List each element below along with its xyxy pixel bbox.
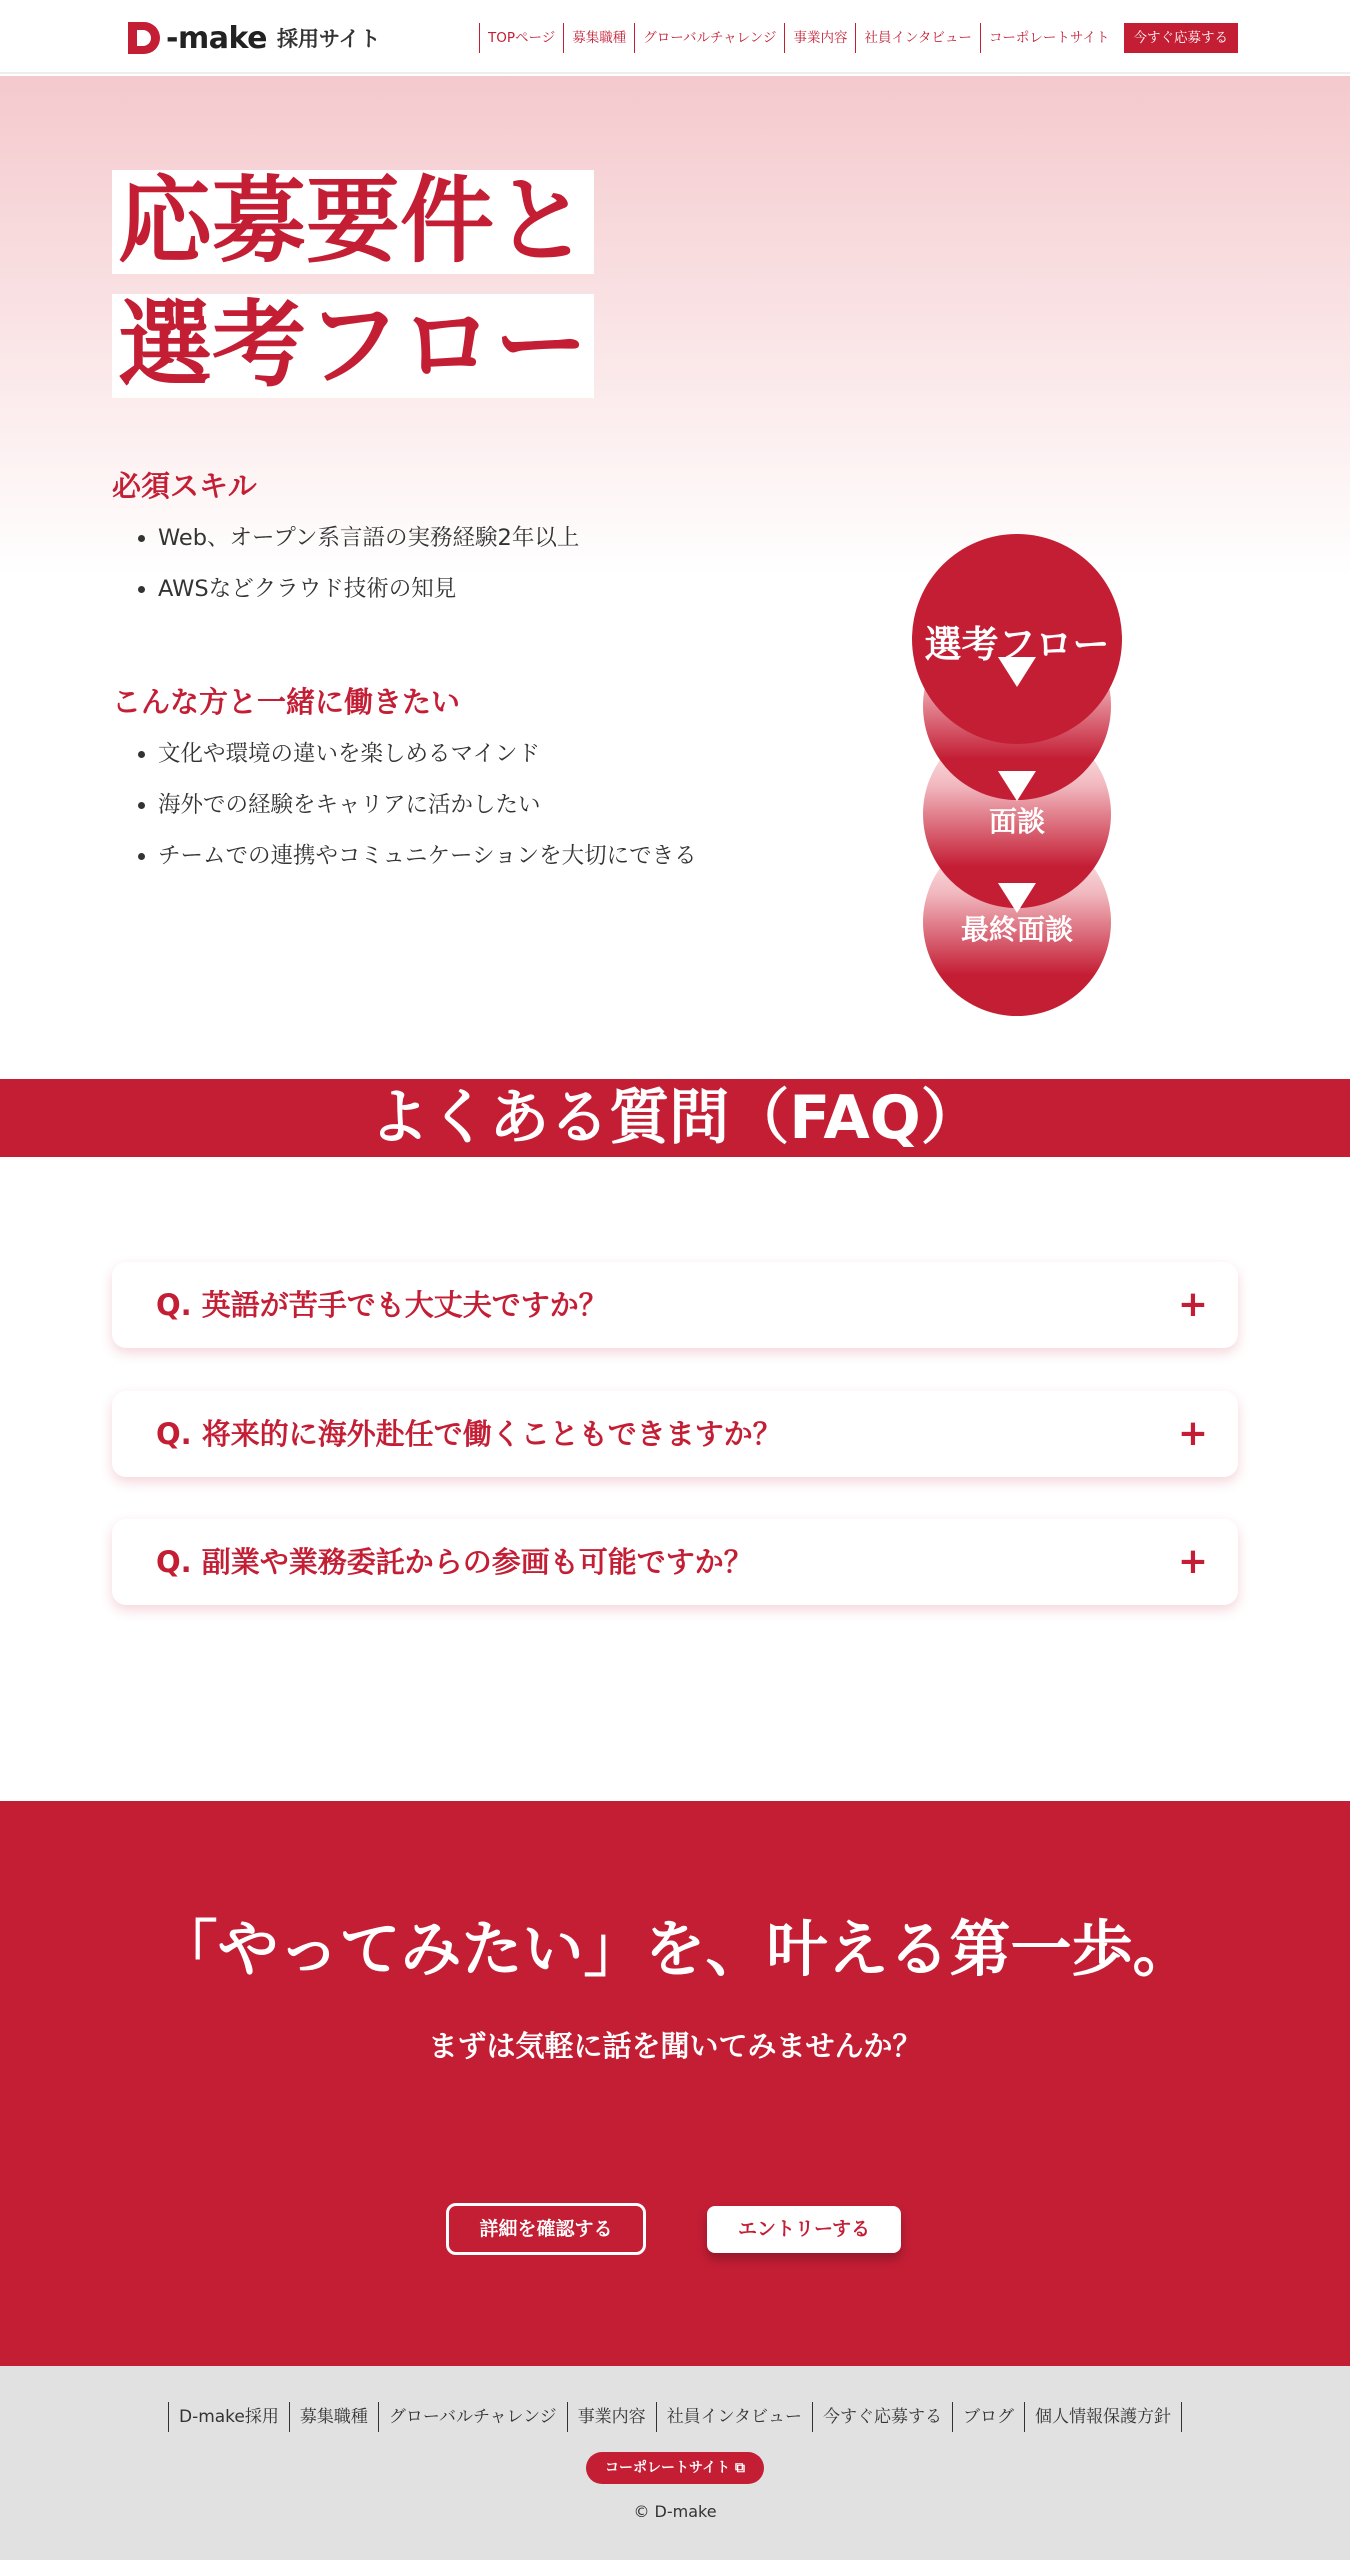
footer-link-recruit[interactable]: D-make採用 [168,2402,289,2432]
requirements-section [0,76,1350,1076]
footer-link-positions[interactable]: 募集職種 [289,2402,378,2432]
faq-banner [0,1079,1350,1157]
page-title-line-1: 応募要件と [112,170,594,274]
nav-global-challenge[interactable]: グローバルチャレンジ [634,23,784,53]
list-item: AWSなどクラウド技術の知見 [134,573,579,624]
expand-plus-icon[interactable]: + [1177,1284,1208,1325]
footer-link-interview[interactable]: 社員インタビュー [656,2402,812,2432]
faq-question: Q. 英語が苦手でも大丈夫ですか？ [156,1288,608,1322]
faq-heading: よくある質問（FAQ） [369,1083,981,1153]
list-item: 文化や環境の違いを楽しめるマインド [134,738,697,789]
footer-link-blog[interactable]: ブログ [952,2402,1024,2432]
faq-item-overseas[interactable] [112,1391,1238,1477]
faq-item-side-job[interactable] [112,1519,1238,1605]
corporate-site-button[interactable]: コーポレートサイト ⧉ [586,2452,764,2484]
footer-link-global[interactable]: グローバルチャレンジ [378,2402,567,2432]
view-details-button[interactable]: 詳細を確認する [446,2203,646,2255]
list-item: Web、オープン系言語の実務経験2年以上 [134,522,579,573]
nav-positions[interactable]: 募集職種 [563,23,634,53]
expand-plus-icon[interactable]: + [1177,1413,1208,1454]
skills-list [134,522,579,624]
site-footer [0,2366,1350,2560]
flow-step-label: 面談 [988,805,1045,838]
logo-text: -make [166,20,267,56]
list-item: 海外での経験をキャリアに活かしたい [134,789,697,840]
site-logo[interactable] [128,20,380,56]
cta-section [0,1801,1350,2366]
nav-corporate[interactable]: コーポレートサイト [980,23,1118,53]
persona-heading: こんな方と一緒に働きたい [112,685,461,719]
footer-link-business[interactable]: 事業内容 [567,2402,656,2432]
cta-heading: 「やってみたい」を、叶える第一歩。 [156,1914,1194,1985]
nav-interview[interactable]: 社員インタビュー [855,23,979,53]
main-nav [479,23,1238,53]
faq-question: Q. 副業や業務委託からの参画も可能ですか？ [156,1545,753,1579]
cta-subheading: まずは気軽に話を聞いてみませんか？ [428,2029,922,2063]
entry-button[interactable]: エントリーする [707,2206,901,2253]
down-arrow-icon [998,657,1036,687]
logo-subtitle: 採用サイト [276,27,381,51]
flow-title-circle [912,534,1122,744]
footer-link-apply[interactable]: 今すぐ応募する [812,2402,952,2432]
nav-business[interactable]: 事業内容 [784,23,855,53]
persona-list [134,738,697,891]
footer-link-privacy[interactable]: 個人情報保護方針 [1024,2402,1182,2432]
site-header [0,0,1350,74]
page-title-line-2: 選考フロー [112,294,594,398]
skills-heading: 必須スキル [112,469,257,503]
faq-question: Q. 将来的に海外赴任で働くこともできますか？ [156,1417,782,1451]
copyright: © D-make [633,2502,717,2521]
flow-title: 選考フロー [924,623,1110,666]
list-item: チームでの連携やコミュニケーションを大切にできる [134,840,697,891]
footer-nav [0,2402,1350,2432]
expand-plus-icon[interactable]: + [1177,1541,1208,1582]
flow-step-label: 最終面談 [960,913,1073,946]
apply-now-button[interactable]: 今すぐ応募する [1124,23,1239,53]
down-arrow-icon [998,883,1036,913]
logo-d-icon [128,22,164,54]
down-arrow-icon [998,771,1036,801]
nav-top[interactable]: TOPページ [479,23,563,53]
faq-item-english[interactable] [112,1262,1238,1348]
